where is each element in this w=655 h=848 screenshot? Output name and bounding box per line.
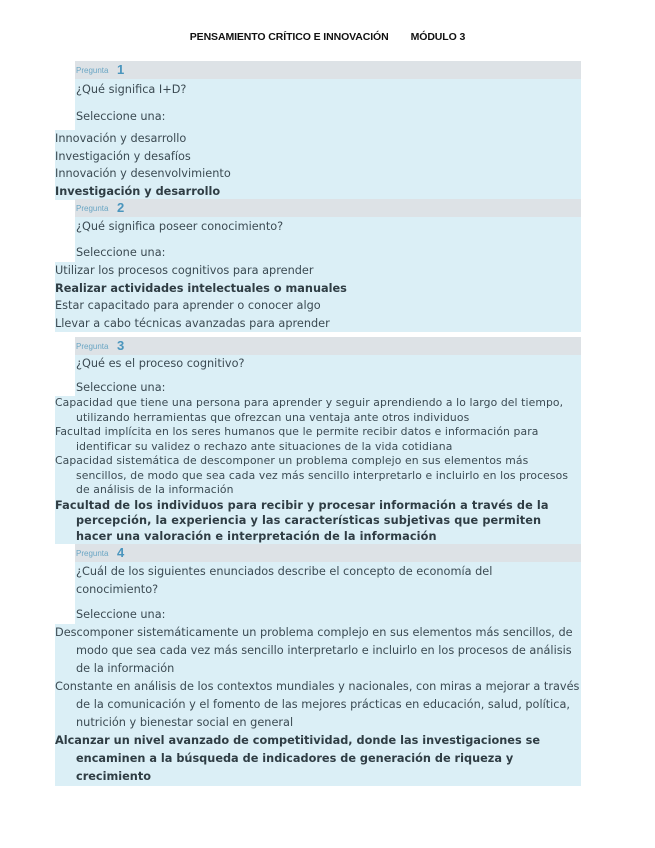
question-header [75, 199, 581, 217]
option[interactable]: Facultad implícita en los seres humanos que le permite recibir datos e información para identificar su validez o rechazo ante situaciones de la vida cotidiana [55, 425, 539, 453]
option-correct[interactable]: Investigación y desarrollo [55, 184, 221, 198]
question-1 [55, 61, 581, 200]
option[interactable]: Capacidad que tiene una persona para aprender y seguir aprendiendo a lo largo del tiempo, utilizando herramientas que ofrezcan una ventaja ante otros individuos [55, 396, 564, 424]
question-2 [55, 199, 581, 332]
select-label: Seleccione una: [76, 245, 166, 259]
question-label: Pregunta [76, 549, 109, 558]
option[interactable]: Innovación y desenvolvimiento [55, 167, 231, 180]
option-correct[interactable]: Realizar actividades intelectuales o manuales [55, 281, 347, 295]
option-correct[interactable]: Facultad de los individuos para recibir y procesar información a través de la percepción, la experiencia y las características subjetivas que permiten hacer una valoración e interpretación de la información [55, 498, 549, 543]
question-header [75, 61, 581, 79]
question-number: 4 [117, 545, 125, 560]
options-list [55, 130, 581, 200]
select-label: Seleccione una: [76, 380, 166, 394]
option[interactable]: Capacidad sistemática de descomponer un problema complejo en sus elementos más sencillos, de modo que sea cada vez más sencillo interpretarlo e incluirlo en los procesos de análisis de la información [55, 454, 569, 496]
option[interactable]: Innovación y desarrollo [55, 132, 187, 145]
question-text: ¿Qué es el proceso cognitivo? [76, 357, 245, 370]
option[interactable]: Descomponer sistemáticamente un problema complejo en sus elementos más sencillos, de modo que sea cada vez más sencillo interpretarlo e incluirlo en los procesos de análisis de la información [55, 626, 573, 675]
option[interactable]: Investigación y desafíos [55, 149, 191, 163]
question-number: 1 [117, 62, 125, 77]
course-title: PENSAMIENTO CRÍTICO E INNOVACIÓN [189, 31, 389, 43]
question-text: ¿Qué significa poseer conocimiento? [76, 220, 284, 233]
question-3 [55, 337, 581, 544]
options-list [55, 262, 581, 332]
select-label: Seleccione una: [76, 109, 166, 123]
options-list [55, 396, 581, 544]
question-label: Pregunta [76, 66, 109, 75]
module-title: MÓDULO 3 [410, 31, 466, 43]
question-number: 2 [117, 200, 125, 215]
question-header [75, 544, 581, 562]
option[interactable]: Constante en análisis de los contextos mundiales y nacionales, con miras a mejorar a través de la comunicación y el fomento de las mejores prácticas en educación, salud, política, nutrición y bienestar social en general [55, 680, 580, 729]
question-label: Pregunta [76, 342, 109, 351]
question-header [75, 337, 581, 355]
option[interactable]: Llevar a cabo técnicas avanzadas para aprender [55, 316, 330, 330]
document-title [0, 31, 655, 43]
question-number: 3 [117, 338, 125, 353]
select-label: Seleccione una: [76, 608, 166, 621]
question-text: ¿Qué significa I+D? [76, 83, 187, 96]
question-label: Pregunta [76, 204, 109, 213]
question-text: ¿Cuál de los siguientes enunciados describe el concepto de economía del conocimiento? [76, 565, 493, 596]
option[interactable]: Estar capacitado para aprender o conocer algo [55, 299, 321, 312]
options-list [55, 624, 581, 786]
option[interactable]: Utilizar los procesos cognitivos para aprender [55, 264, 314, 277]
option-correct[interactable]: Alcanzar un nivel avanzado de competitividad, donde las investigaciones se encaminen a la búsqueda de indicadores de generación de riqueza y crecimiento [55, 734, 540, 783]
question-4 [55, 544, 581, 786]
